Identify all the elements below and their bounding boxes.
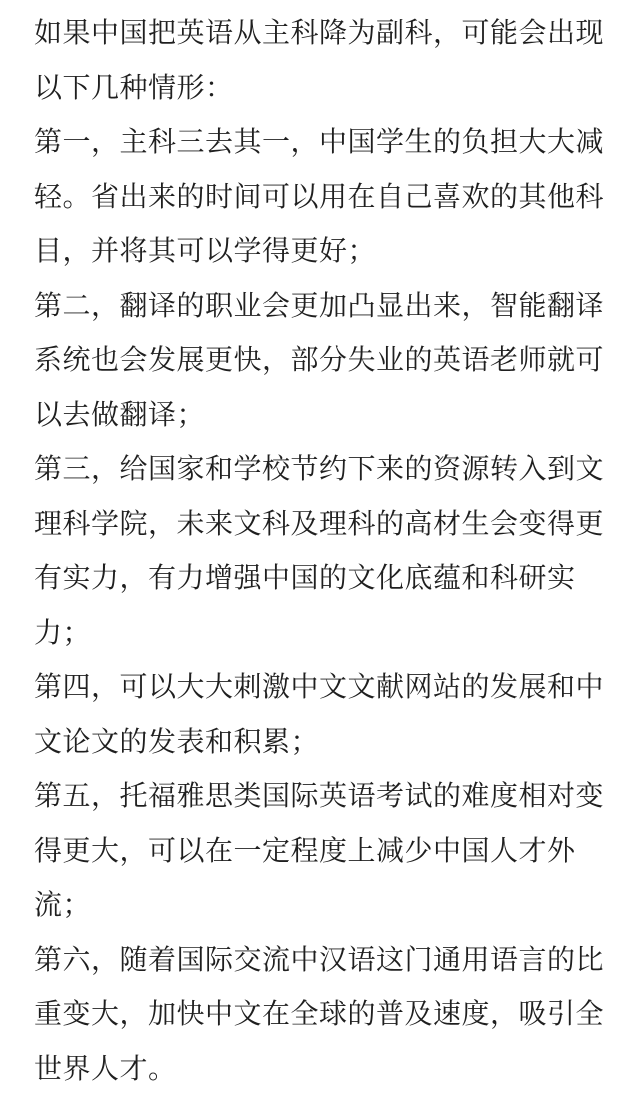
point-five-paragraph: 第五，托福雅思类国际英语考试的难度相对变得更大，可以在一定程度上减少中国人才外流；	[34, 769, 610, 933]
point-one-paragraph: 第一，主科三去其一，中国学生的负担大大减轻。省出来的时间可以用在自己喜欢的其他科目，并将其可以学得更好；	[34, 115, 610, 279]
point-three-paragraph: 第三，给国家和学校节约下来的资源转入到文理科学院，未来文科及理科的高材生会变得更有实力，有力增强中国的文化底蕴和科研实力；	[34, 442, 610, 660]
point-four-paragraph: 第四，可以大大刺激中文文献网站的发展和中文论文的发表和积累；	[34, 660, 610, 769]
point-two-paragraph: 第二，翻译的职业会更加凸显出来，智能翻译系统也会发展更快，部分失业的英语老师就可以去做翻译；	[34, 279, 610, 443]
intro-paragraph: 如果中国把英语从主科降为副科，可能会出现以下几种情形：	[34, 6, 610, 115]
point-six-paragraph: 第六，随着国际交流中汉语这门通用语言的比重变大，加快中文在全球的普及速度，吸引全世界人才。	[34, 933, 610, 1096]
